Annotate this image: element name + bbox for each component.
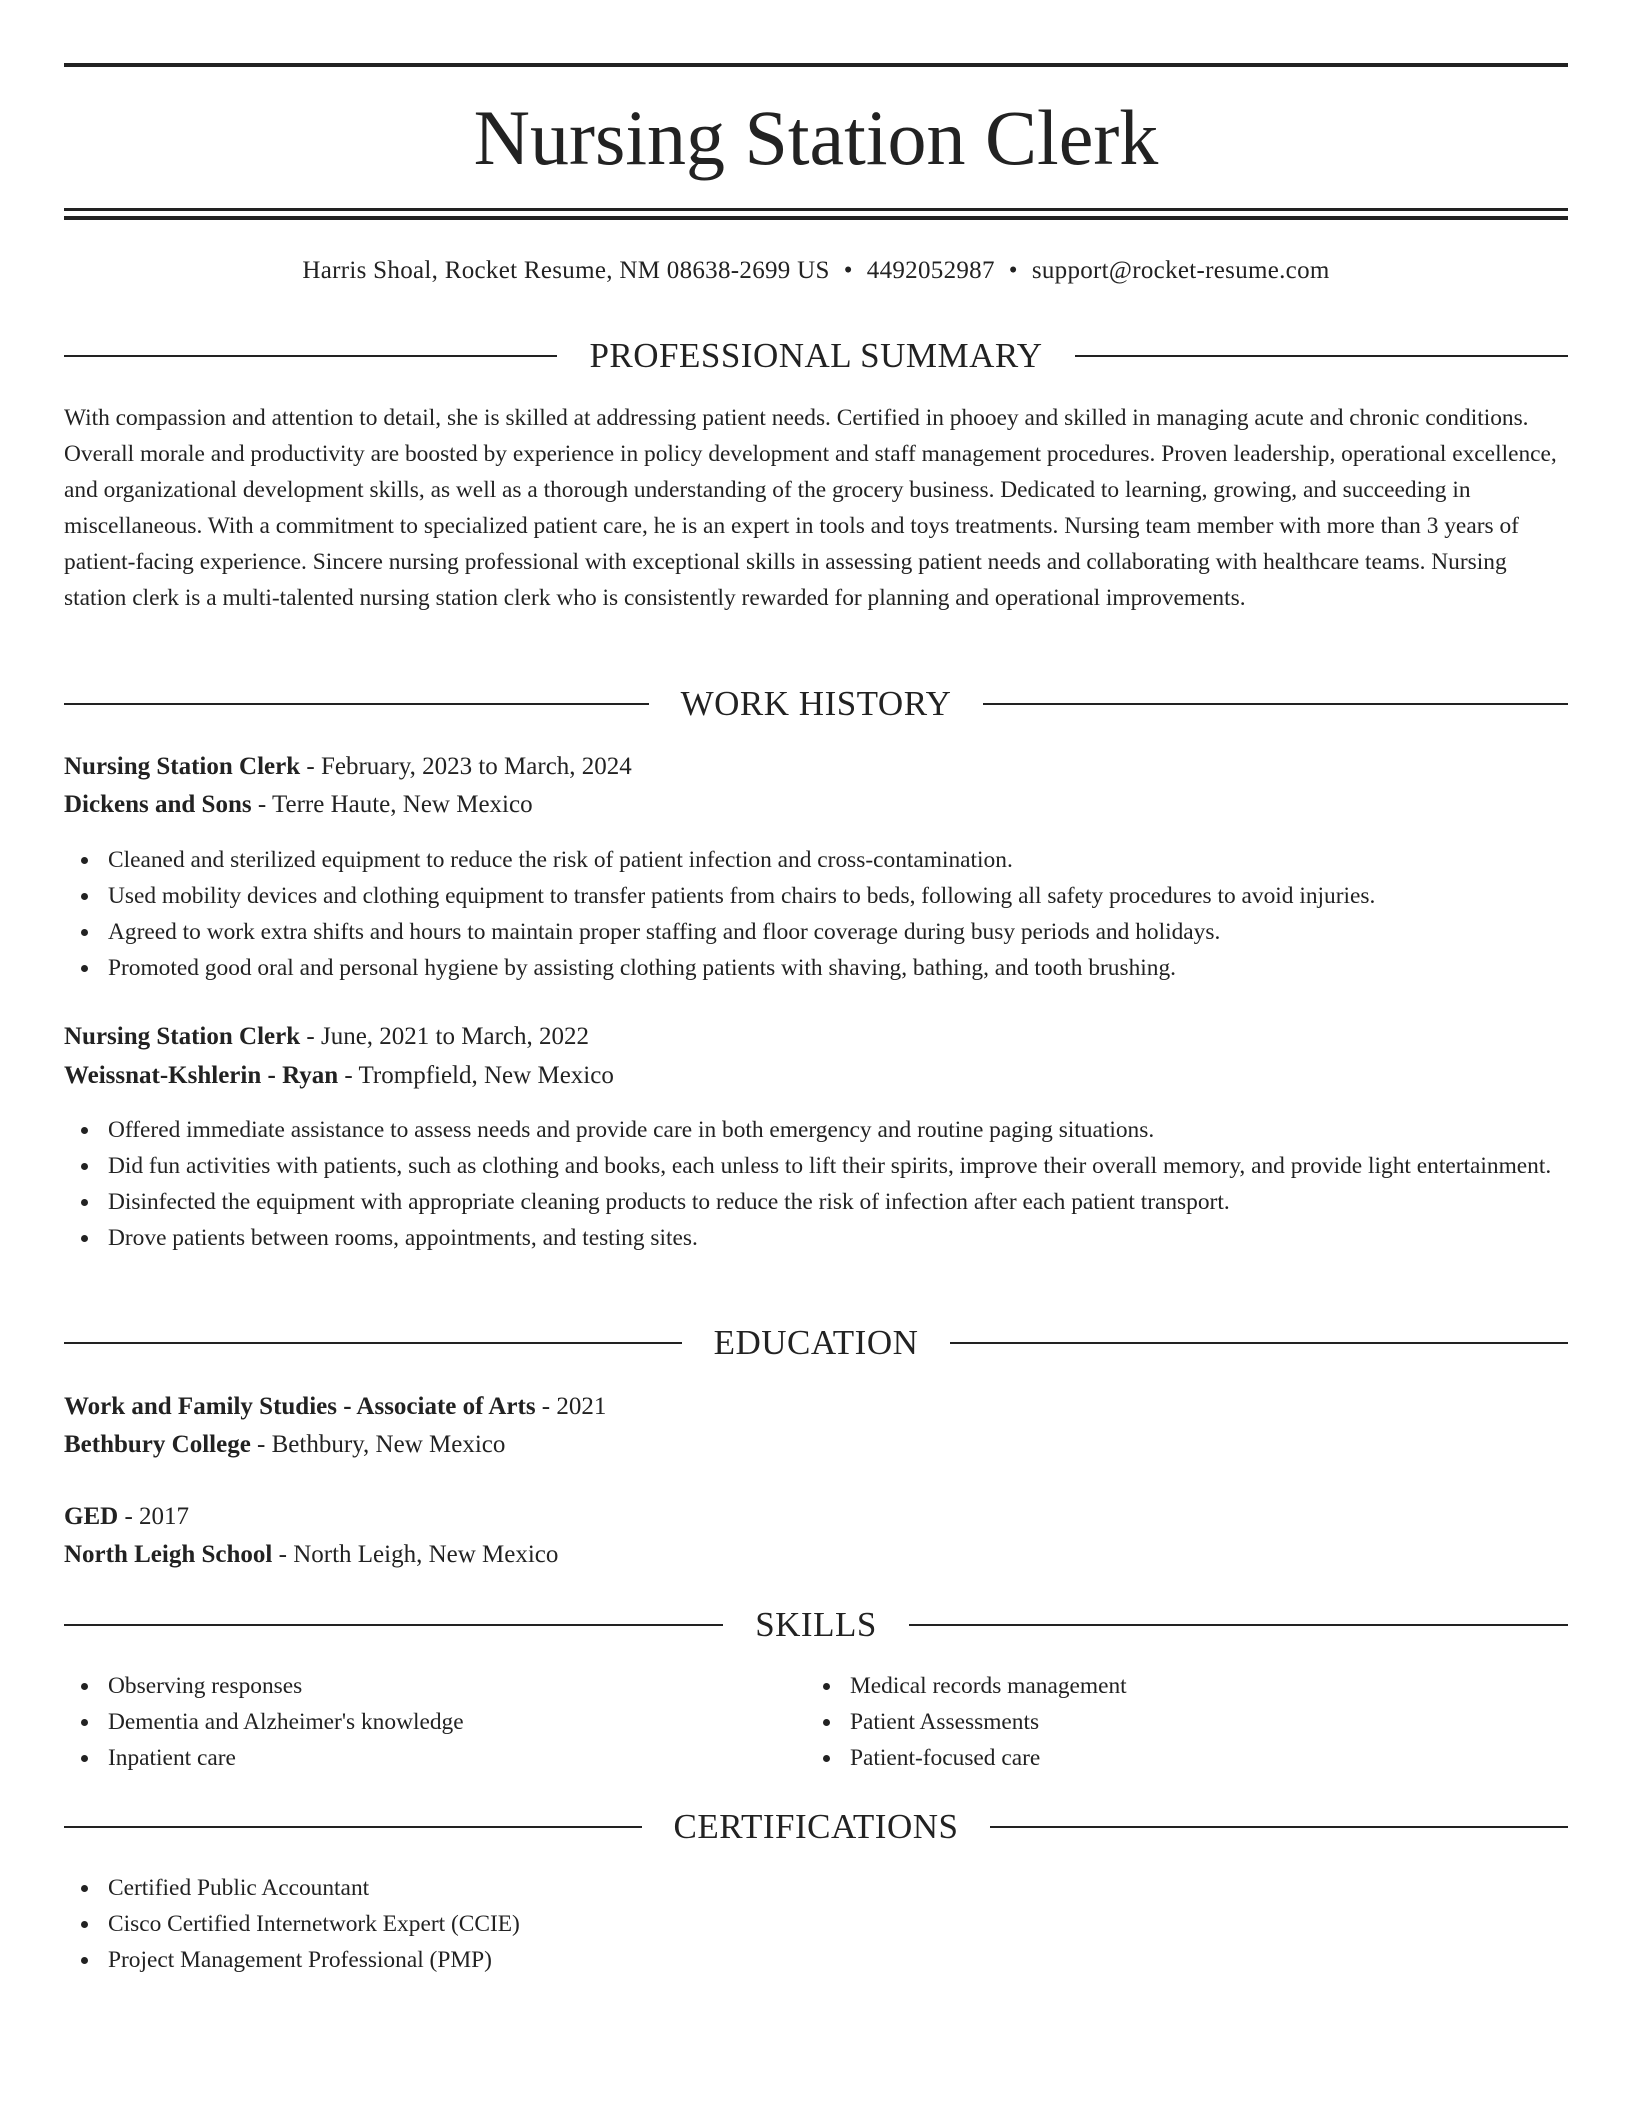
list-item-text: Used mobility devices and clothing equipment to transfer patients from chairs to beds, following all safety procedures to avoid injuries. <box>108 883 1376 909</box>
list-item <box>64 1870 1568 1906</box>
bullet-icon <box>823 1755 830 1762</box>
skill-text: Patient Assessments <box>850 1709 1040 1735</box>
contact-line <box>64 256 1568 286</box>
education-year: 2017 <box>139 1503 190 1530</box>
section-rule <box>990 1826 1568 1828</box>
section-rule <box>1075 355 1568 357</box>
contact-email: support@rocket-resume.com <box>1031 257 1330 284</box>
bullet-icon <box>81 1127 88 1134</box>
section-title-work: WORK HISTORY <box>680 684 952 723</box>
skills-list-right <box>806 1668 1632 1776</box>
section-header-certifications <box>64 1807 1568 1847</box>
education-degree-line: Work and Family Studies - Associate of Arts - 2021 <box>64 1393 607 1420</box>
contact-address: Harris Shoal, Rocket Resume, NM 08638-2699 US <box>302 257 830 284</box>
job-dates: June, 2021 to March, 2022 <box>320 1023 589 1050</box>
section-rule <box>64 1624 723 1626</box>
bullet-icon <box>81 1163 88 1170</box>
bullet-icon <box>81 1921 88 1928</box>
certification-text: Certified Public Accountant <box>108 1875 370 1901</box>
job-company-line: Weissnat-Kshlerin - Ryan - Trompfield, New Mexico <box>64 1062 614 1089</box>
bullet-icon <box>81 1235 88 1242</box>
list-item-text: Drove patients between rooms, appointments, and testing sites. <box>108 1225 698 1251</box>
bullet-icon <box>81 1755 88 1762</box>
education-location: Bethbury, New Mexico <box>271 1431 506 1458</box>
job-location: Terre Haute, New Mexico <box>271 791 533 818</box>
education-school-line: Bethbury College - Bethbury, New Mexico <box>64 1431 506 1458</box>
job-company: Dickens and Sons <box>64 791 252 818</box>
header-rule-lower <box>64 216 1568 220</box>
job-bullets <box>64 842 1568 986</box>
section-header-skills <box>64 1605 1568 1645</box>
section-header-work <box>64 684 1568 724</box>
list-item <box>64 1906 1568 1942</box>
section-rule <box>983 703 1568 705</box>
list-item <box>64 1184 1568 1220</box>
education-degree: GED <box>64 1503 119 1530</box>
list-item-text: Promoted good oral and personal hygiene by assisting clothing patients with shaving, bathing, and tooth brushing. <box>108 955 1177 981</box>
section-rule <box>909 1624 1568 1626</box>
list-item <box>64 1112 1568 1148</box>
list-item <box>64 1148 1568 1184</box>
bullet-icon <box>81 929 88 936</box>
section-rule <box>64 703 649 705</box>
job-company-line: Dickens and Sons - Terre Haute, New Mexico <box>64 791 533 818</box>
section-title-summary: PROFESSIONAL SUMMARY <box>589 336 1043 375</box>
list-item <box>64 842 1568 878</box>
section-title-certifications: CERTIFICATIONS <box>673 1807 959 1846</box>
job-title-line: Nursing Station Clerk - June, 2021 to March, 2022 <box>64 1023 589 1050</box>
bullet-icon <box>81 1683 88 1690</box>
page-title: Nursing Station Clerk <box>473 94 1159 181</box>
list-item-text: Did fun activities with patients, such as clothing and books, each unless to lift their spirits, improve their overall memory, and provide light entertainment. <box>108 1153 1552 1179</box>
contact-phone: 4492052987 <box>866 257 995 284</box>
section-rule <box>64 1342 682 1344</box>
section-rule <box>64 355 557 357</box>
bullet-icon <box>81 965 88 972</box>
bullet-icon <box>81 1719 88 1726</box>
list-item <box>64 950 1568 986</box>
job-bullets <box>64 1112 1568 1256</box>
education-school: North Leigh School <box>64 1541 273 1568</box>
section-rule <box>950 1342 1568 1344</box>
contact-separator: • <box>843 257 853 284</box>
job-title: Nursing Station Clerk <box>64 1023 301 1050</box>
job-title: Nursing Station Clerk <box>64 753 301 780</box>
bullet-icon <box>81 1199 88 1206</box>
list-item <box>64 878 1568 914</box>
skill-text: Patient-focused care <box>850 1745 1041 1771</box>
bullet-icon <box>823 1719 830 1726</box>
certification-text: Cisco Certified Internetwork Expert (CCIE) <box>108 1911 520 1937</box>
bullet-icon <box>81 1885 88 1892</box>
skill-text: Observing responses <box>108 1673 303 1699</box>
bullet-icon <box>81 857 88 864</box>
education-location: North Leigh, New Mexico <box>293 1541 559 1568</box>
bullet-icon <box>81 893 88 900</box>
education-year: 2021 <box>556 1393 607 1420</box>
header-rule-upper <box>64 208 1568 211</box>
list-item <box>806 1740 1632 1776</box>
education-degree-line: GED - 2017 <box>64 1503 190 1530</box>
skill-text: Inpatient care <box>108 1745 236 1771</box>
summary-text: With compassion and attention to detail, she is skilled at addressing patient needs. Certified in phooey and skilled in managing acute and chronic conditions. Overall morale and productivity are boosted by experience in policy development and staff management procedures. Proven leadership, operational excellence, and organizational development skills, as well as a thorough understanding of the grocery business. Dedicated to learning, growing, and succeeding in miscellaneous. With a commitment to specialized patient care, he is an expert in tools and toys treatments. Nursing team member with more than 3 years of patient-facing experience. Sincere nursing professional with exceptional skills in assessing patient needs and collaborating with healthcare teams. Nursing station clerk is a multi-talented nursing station clerk who is consistently rewarded for planning and operational improvements. <box>64 405 1557 611</box>
section-title-skills: SKILLS <box>755 1605 877 1644</box>
list-item <box>64 914 1568 950</box>
list-item-text: Cleaned and sterilized equipment to reduce the risk of patient infection and cross-contamination. <box>108 847 1013 873</box>
certifications-list <box>64 1870 1568 1978</box>
section-header-education <box>64 1323 1568 1363</box>
list-item-text: Disinfected the equipment with appropriate cleaning products to reduce the risk of infection after each patient transport. <box>108 1189 1230 1215</box>
header-top-rule <box>64 63 1568 67</box>
list-item <box>806 1704 1632 1740</box>
bullet-icon <box>823 1683 830 1690</box>
job-title-line: Nursing Station Clerk - February, 2023 to March, 2024 <box>64 753 632 780</box>
skill-text: Medical records management <box>850 1673 1127 1699</box>
job-company: Weissnat-Kshlerin - Ryan <box>64 1062 339 1089</box>
list-item <box>64 1220 1568 1256</box>
certification-text: Project Management Professional (PMP) <box>108 1947 492 1973</box>
education-degree: Work and Family Studies - Associate of Arts <box>64 1393 536 1420</box>
contact-separator: • <box>1008 257 1018 284</box>
skill-text: Dementia and Alzheimer's knowledge <box>108 1709 464 1735</box>
job-location: Trompfield, New Mexico <box>358 1062 614 1089</box>
section-title-education: EDUCATION <box>713 1323 919 1362</box>
section-rule <box>64 1826 642 1828</box>
list-item <box>64 1942 1568 1978</box>
section-header-summary <box>64 336 1568 376</box>
bullet-icon <box>81 1957 88 1964</box>
education-school-line: North Leigh School - North Leigh, New Mexico <box>64 1541 559 1568</box>
list-item-text: Agreed to work extra shifts and hours to maintain proper staffing and floor coverage during busy periods and holidays. <box>108 919 1221 945</box>
job-dates: February, 2023 to March, 2024 <box>320 753 632 780</box>
list-item <box>806 1668 1632 1704</box>
education-school: Bethbury College <box>64 1431 251 1458</box>
list-item-text: Offered immediate assistance to assess needs and provide care in both emergency and routine paging situations. <box>108 1117 1155 1143</box>
